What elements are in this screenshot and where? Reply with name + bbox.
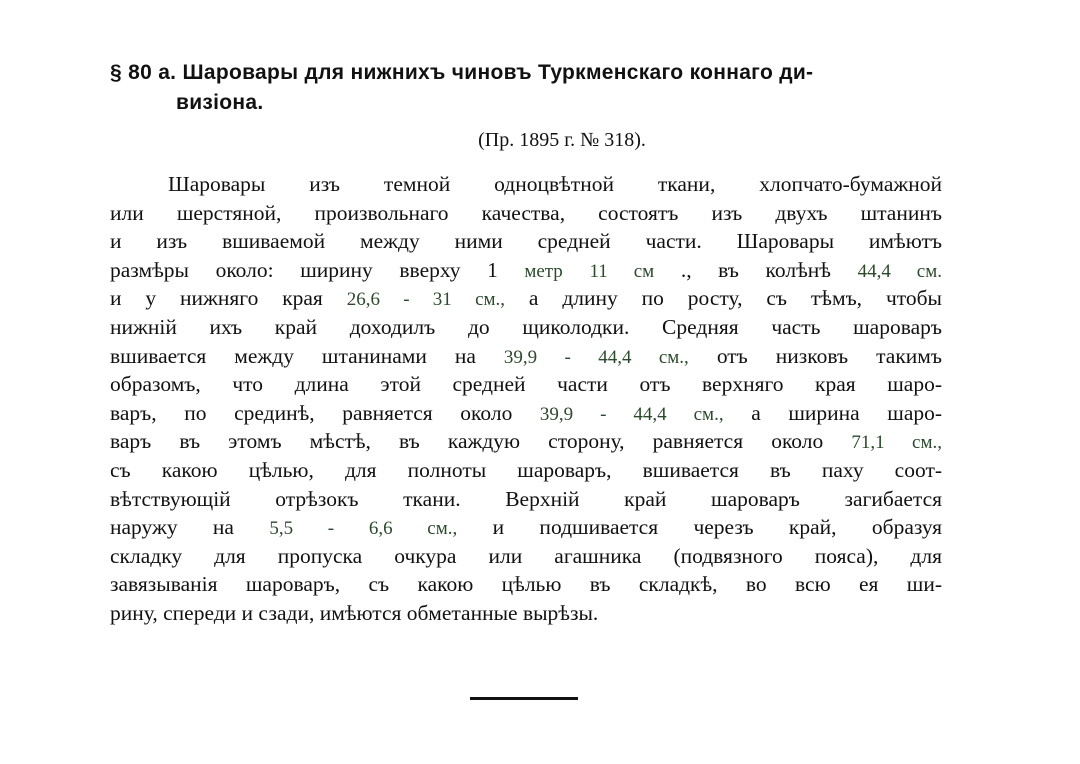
line-text: размѣры около: ширину вверху — [110, 257, 461, 282]
measure-value: 26,6 - 31 см., — [346, 289, 506, 311]
line-text: варъ въ этомъ мѣстѣ, въ каждую сторону, равняется около — [110, 429, 824, 454]
line-text: а длину по росту, съ тѣмъ, чтобы — [528, 286, 942, 311]
paragraph-line: нижній ихъ край доходилъ до щиколодки. Средняя часть шароваръ — [110, 314, 942, 339]
measure-value: 39,9 - 44,4 см., — [503, 346, 689, 368]
line-text: наружу на — [110, 515, 234, 540]
paragraph-line — [110, 342, 942, 371]
paragraph-line — [110, 399, 942, 428]
paragraph-line: или шерстяной, произвольнаго качества, состоятъ изъ двухъ штанинъ — [110, 200, 942, 225]
paragraph-line — [110, 284, 942, 313]
line-text: отъ низковъ такимъ — [716, 343, 942, 368]
measure-unit: метр — [524, 260, 563, 282]
heading-line-1: § 80 а. Шаровары для нижнихъ чиновъ Туркменскаго коннаго ди- — [110, 61, 814, 84]
measure-value: 11 см — [589, 260, 655, 282]
paragraph-line: завязыванія шароваръ, съ какою цѣлью въ складкѣ, во всю ея ши- — [110, 572, 942, 597]
paragraph-line: и изъ вшиваемой между ними средней части. Шаровары имѣютъ — [110, 229, 942, 254]
line-text: а ширина шаро- — [751, 400, 942, 425]
order-reference-text: (Пр. 1895 г. № 318). — [478, 129, 646, 151]
line-text: вшивается между штанинами на — [110, 343, 476, 368]
body-paragraph — [110, 170, 942, 628]
paragraph-line: съ какою цѣлью, для полноты шароваръ, вшивается въ паху соот- — [110, 457, 942, 482]
section-divider — [470, 697, 578, 700]
line-text: и подшивается черезъ край, образуя — [492, 515, 942, 540]
line-text: ., въ колѣнѣ — [680, 257, 831, 282]
measure-value: 44,4 см. — [857, 260, 942, 282]
paragraph-line — [110, 256, 942, 285]
measure-value: 5,5 - 6,6 см., — [269, 518, 458, 540]
measure-value: 71,1 см., — [851, 432, 942, 454]
paragraph-line: рину, спереди и сзади, имѣются обметанные вырѣзы. — [110, 600, 599, 625]
heading-line-2: визіона. — [176, 91, 264, 114]
paragraph-line — [110, 513, 942, 542]
paragraph-line: Шаровары изъ темной одноцвѣтной ткани, хлопчато-бумажной — [168, 172, 942, 196]
paragraph-line: складку для пропуска очкура или агашника (подвязного пояса), для — [110, 543, 942, 568]
line-text: и у нижняго края — [110, 286, 323, 311]
measure-value: 39,9 - 44,4 см., — [539, 403, 724, 425]
paragraph-line — [110, 427, 942, 456]
measure-number: 1 — [487, 257, 498, 282]
line-text: варъ, по срединѣ, равняется около — [110, 400, 513, 425]
paragraph-line: образомъ, что длина этой средней части отъ верхняго края шаро- — [110, 372, 942, 397]
order-reference — [0, 126, 1080, 154]
paragraph-line: вѣтствующій отрѣзокъ ткани. Верхній край шароваръ загибается — [110, 486, 942, 511]
